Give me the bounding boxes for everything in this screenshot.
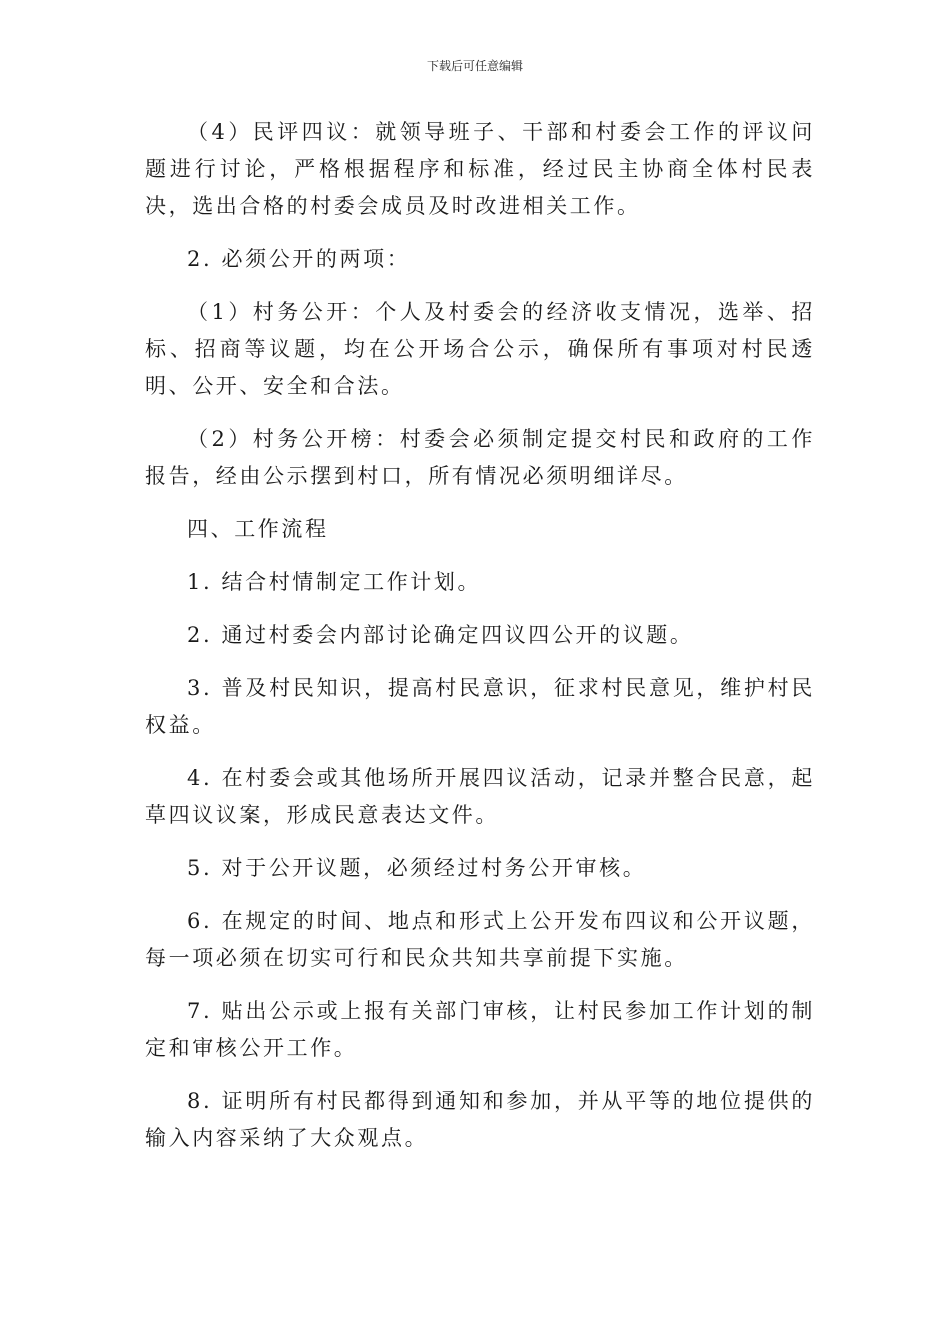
workflow-step-5: 5. 对于公开议题，必须经过村务公开审核。 (187, 856, 647, 880)
section-heading-workflow: 四、工作流程 (187, 517, 329, 541)
workflow-step-2: 2. 通过村委会内部讨论确定四议四公开的议题。 (187, 623, 694, 647)
paragraph-required-disclosures-heading: 2. 必须公开的两项： (187, 247, 411, 271)
page-header: 下载后可任意编辑 (426, 59, 523, 73)
document-body (145, 114, 815, 1173)
workflow-step-3: 3. 普及村民知识，提高村民意识，征求村民意见，维护村民权益。 (145, 676, 815, 737)
paragraph-disclosure-board: （2）村务公开榜：村委会必须制定提交村民和政府的工作报告，经由公示摆到村口，所有情况必须明细详尽。 (145, 427, 815, 488)
workflow-step-4: 4. 在村委会或其他场所开展四议活动，记录并整合民意，起草四议议案，形成民意表达文件。 (145, 766, 815, 827)
workflow-step-6: 6. 在规定的时间、地点和形式上公开发布四议和公开议题，每一项必须在切实可行和民众共知共享前提下实施。 (145, 909, 815, 970)
workflow-step-7: 7. 贴出公示或上报有关部门审核，让村民参加工作计划的制定和审核公开工作。 (145, 999, 815, 1060)
workflow-step-1: 1. 结合村情制定工作计划。 (187, 570, 482, 594)
workflow-step-8: 8. 证明所有村民都得到通知和参加，并从平等的地位提供的输入内容采纳了大众观点。 (145, 1089, 815, 1150)
paragraph-village-affairs-disclosure: （1）村务公开：个人及村委会的经济收支情况，选举、招标、招商等议题，均在公开场合公示，确保所有事项对村民透明、公开、安全和合法。 (145, 300, 815, 398)
paragraph-min-ping-si-yi: （4）民评四议：就领导班子、干部和村委会工作的评议问题进行讨论，严格根据程序和标准，经过民主协商全体村民表决，选出合格的村委会成员及时改进相关工作。 (145, 120, 815, 218)
